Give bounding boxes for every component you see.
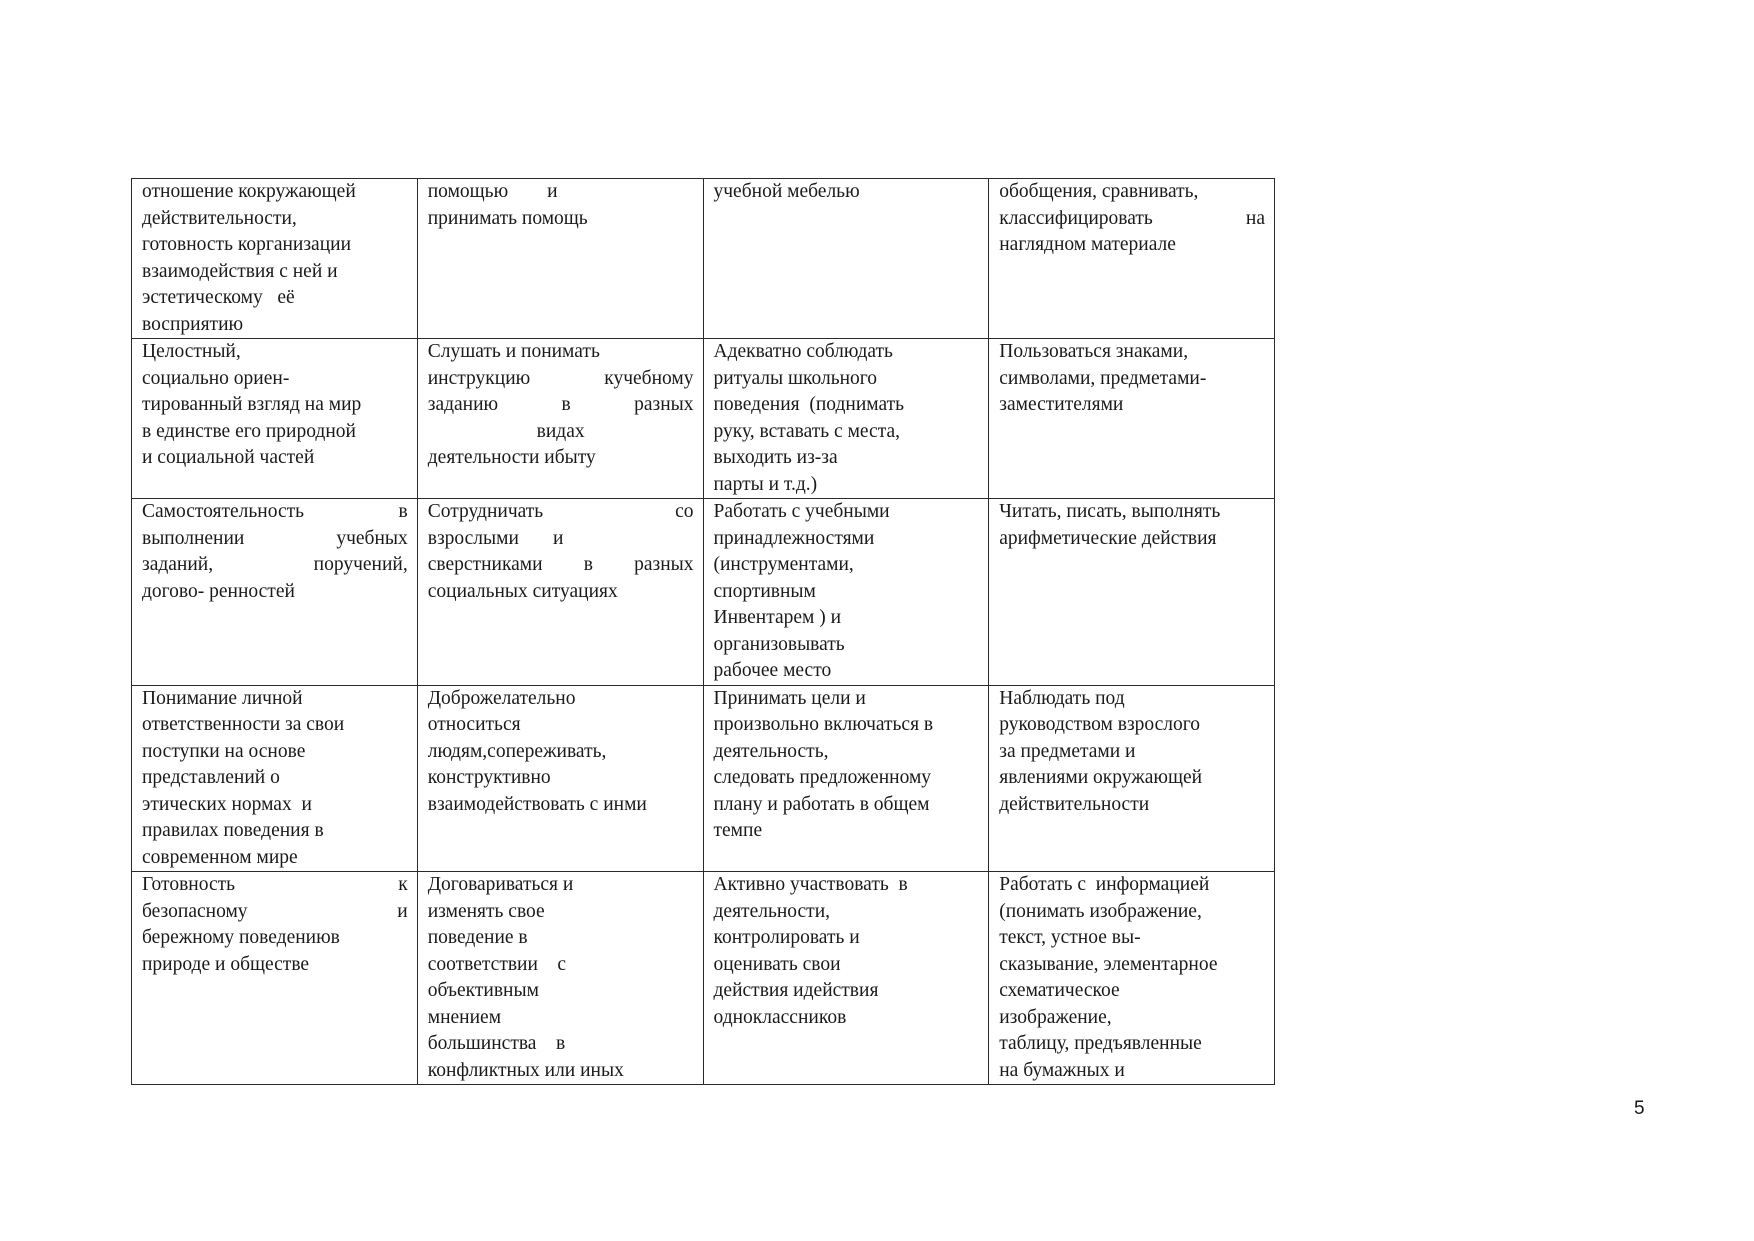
table-cell [703,179,989,339]
table-cell [989,339,1275,499]
cell-text-line: Слушать и понимать [427,341,600,362]
cell-text-line: ритуалы школьного [713,367,878,389]
cell-text-line: парты и т.д.) [713,473,818,495]
cell-text-line: помощью и [427,181,558,202]
cell-text-line: произвольно включаться в [713,714,934,735]
table-cell [989,872,1275,1085]
cell-text-line: контролировать и [713,927,860,948]
cell-text-line: наглядном материале [999,234,1176,255]
cell-text-line: рабочее место [713,660,832,681]
cell-text-line: принимать помощь [427,207,588,229]
cell-text-line: плану и работать в общем [713,793,930,815]
cell-text-line: явлениями окружающей [999,767,1203,788]
cell-text-line: темпе [713,820,763,841]
table-cell [703,339,989,499]
cell-text-line: символами, предметами- [999,367,1207,389]
cell-text-line: действительности [999,793,1150,815]
table-row [132,685,1275,872]
cell-text-line: таблицу, предъявленные [999,1033,1202,1054]
cell-text-line: большинства в [427,1033,566,1054]
cell-text-line: соответствии с [427,953,567,975]
table-cell [417,179,703,339]
cell-text-line: следовать предложенному [713,767,932,788]
cell-text-line: мнением [427,1006,502,1028]
page-number: 5 [1634,1098,1645,1119]
cell-text-line: взаимодействовать с инми [427,793,647,815]
cell-text-line: классифицировать на [999,207,1265,229]
cell-text-line: восприятию [142,313,244,335]
cell-text-line: тированный взгляд на мир [142,394,362,415]
table-row [132,339,1275,499]
cell-text-line: заданий, поручений, [142,554,408,575]
cell-text-line: поведение в [427,927,528,948]
cell-text-line: изображение, [999,1006,1112,1028]
cell-text-line: изменять свое [427,900,545,922]
cell-text-line: Понимание личной [142,687,303,709]
cell-text-line: Принимать цели и [713,687,866,709]
cell-text-line: Адекватно соблюдать [713,341,893,362]
table-cell [132,339,418,499]
cell-text-line: Читать, писать, выполнять [999,501,1221,522]
cell-text-line: объективным [427,980,539,1001]
cell-text-line: Доброжелательно [427,687,576,709]
cell-text-line: конструктивно [427,767,551,788]
cell-text-line: Активно участвовать в [713,874,908,895]
table-row [132,499,1275,686]
cell-text-line: Инвентарем ) и [713,607,842,628]
cell-text-line: и социальной частей [142,447,315,468]
cell-text-line: принадлежностями [713,527,875,549]
cell-text-line: Пользоваться знаками, [999,341,1189,362]
cell-text-line: (понимать изображение, [999,900,1202,922]
cell-text-line: выходить из-за [713,447,838,468]
cell-text-line: Готовность к [142,874,408,895]
cell-text-line: на бумажных и [999,1059,1125,1081]
table-row [132,872,1275,1085]
cell-text-line: Работать с учебными [713,501,890,522]
cell-text-line: взрослыми и [427,527,564,549]
cell-text-line: поступки на основе [142,740,306,762]
cell-text-line: деятельности ибыту [427,447,596,468]
table-cell [132,685,418,872]
cell-text-line: руку, вставать с места, [713,420,900,442]
cell-text-line: взаимодействия с ней и [142,260,338,282]
cell-text-line: сверстниками в разных [427,554,694,575]
cell-text-line: отношение кокружающей [142,181,356,202]
cell-text-line: современном мире [142,846,298,868]
table-cell [417,339,703,499]
cell-text-line: деятельности, [713,900,831,922]
cell-text-line: схематическое [999,980,1120,1001]
content-table [131,178,1275,1085]
cell-text-line: инструкцию кучебному [427,367,694,389]
cell-text-line: Целостный, [142,341,241,362]
table-cell [417,872,703,1085]
table-cell [989,499,1275,686]
cell-text-line: готовность корганизации [142,234,352,255]
cell-text-line: текст, устное вы- [999,927,1141,948]
table-cell [989,179,1275,339]
cell-text-line: социальных ситуациях [427,580,618,602]
table-cell [703,872,989,1085]
cell-text-line: бережному поведениюв [142,927,340,948]
cell-text-line: заданию в разных [427,394,694,415]
table-cell [703,685,989,872]
cell-text-line: действительности, [142,207,297,229]
cell-text-line: обобщения, сравнивать, [999,181,1199,202]
table-cell [417,499,703,686]
cell-text-line: деятельность, [713,740,829,762]
cell-text-line: представлений о [142,767,280,788]
cell-text-line: одноклассников [713,1006,847,1028]
cell-text-line: оценивать свои [713,953,841,975]
cell-text-line: относиться [427,714,521,735]
table-cell [417,685,703,872]
cell-text-line: руководством взрослого [999,714,1201,735]
cell-text-line: видах [536,420,585,442]
cell-text-line: арифметические действия [999,527,1217,549]
cell-text-line: Наблюдать под [999,687,1125,709]
cell-text-line: Договариваться и [427,874,574,895]
cell-text-line: эстетическому её [142,287,295,308]
cell-text-line: социально ориен- [142,367,290,389]
cell-text-line: в единстве его природной [142,420,356,442]
cell-text-line: выполнении учебных [142,527,408,549]
table-cell [132,872,418,1085]
cell-text-line: за предметами и [999,740,1136,762]
cell-text-line: сказывание, элементарное [999,953,1218,975]
table-cell [989,685,1275,872]
cell-text-line: людям,сопереживать, [427,740,607,762]
cell-text-line: спортивным [713,580,816,602]
cell-text-line: ответственности за свои [142,714,345,735]
table-cell [132,179,418,339]
table-body [132,179,1275,1085]
cell-text-line: поведения (поднимать [713,394,905,415]
cell-text-line: догово- ренностей [142,580,295,602]
cell-text-line: действия идействия [713,980,879,1001]
cell-text-line: этических нормах и [142,793,312,815]
cell-text-line: безопасному и [142,900,408,922]
table-cell [132,499,418,686]
cell-text-line: учебной мебелью [713,181,860,202]
table-row [132,179,1275,339]
cell-text-line: Работать с информацией [999,874,1210,895]
cell-text-line: природе и обществе [142,953,310,975]
table-cell [703,499,989,686]
cell-text-line: (инструментами, [713,554,854,575]
cell-text-line: заместителями [999,394,1124,415]
cell-text-line: правилах поведения в [142,820,324,841]
cell-text-line: конфликтных или иных [427,1059,624,1081]
cell-text-line: Самостоятельность в [142,501,408,522]
cell-text-line: Сотрудничать со [427,501,694,522]
cell-text-line: организовывать [713,633,845,655]
